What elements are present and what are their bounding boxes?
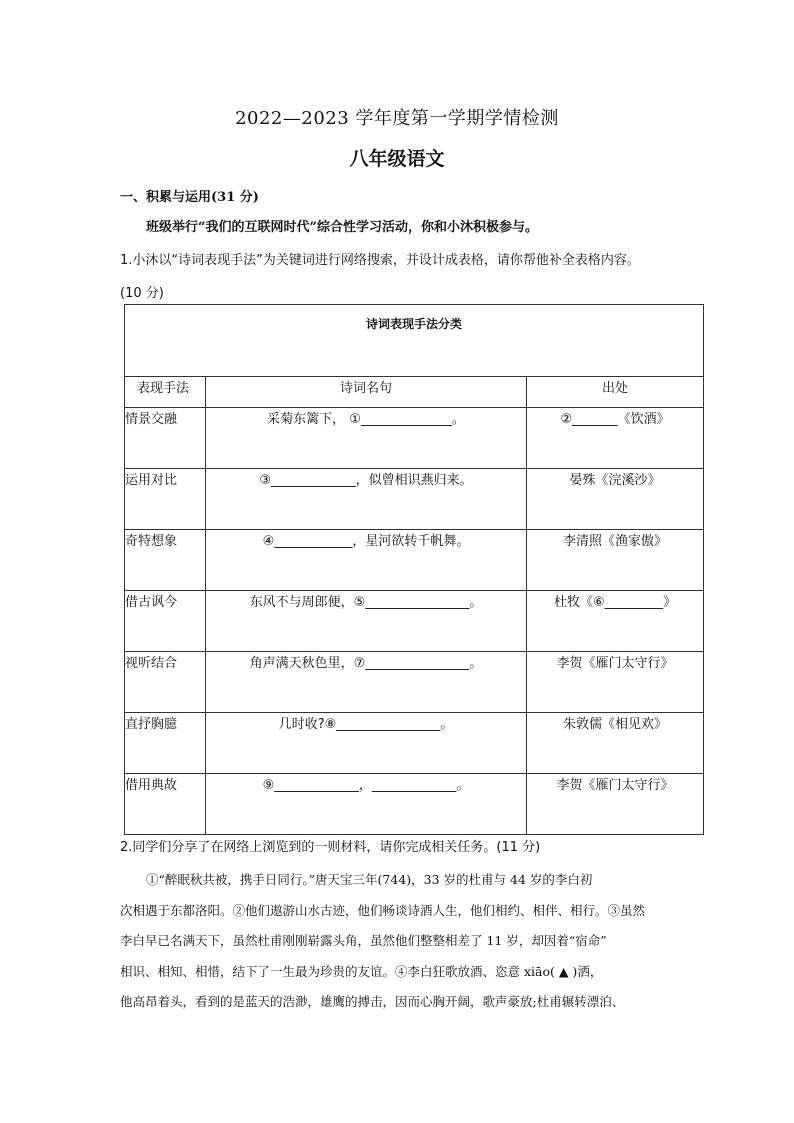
reading-passage [120, 865, 680, 1018]
line-cell: ③_____________，似曾相识燕归来。 [206, 469, 527, 530]
passage-line: 相识、相知、相惜，结下了一生最为珍贵的友谊。④李白狂歌放酒、恣意 xiāo( ▲ )洒， [120, 963, 603, 979]
passage-line: 李白早已名满天下，虽然杜甫刚刚崭露头角，虽然他们整整相差了 11 岁，却因着“宿命” [120, 933, 607, 948]
table-row [125, 713, 704, 774]
line-cell: 几时收?⑧________________。 [206, 713, 527, 774]
poetry-technique-table [124, 304, 704, 835]
exam-subtitle: 八年级语文 [349, 148, 445, 170]
source-cell: 李清照《渔家傲》 [527, 530, 704, 591]
line-cell: ④____________，星河欲转千帆舞。 [206, 530, 527, 591]
activity-intro: 班级举行“我们的互联网时代”综合性学习活动，你和小沐积极参与。 [146, 220, 538, 235]
technique-cell: 运用对比 [125, 469, 206, 530]
table-row [125, 469, 704, 530]
exam-title: 2022—2023 学年度第一学期学情检测 [235, 108, 559, 129]
technique-cell: 借古讽今 [125, 591, 206, 652]
header-famous-line: 诗词名句 [206, 377, 527, 408]
technique-cell: 情景交融 [125, 408, 206, 469]
line-cell: 采菊东篱下， ①______________。 [206, 408, 527, 469]
table-row [125, 652, 704, 713]
table-row [125, 408, 704, 469]
source-cell: 晏殊《浣溪沙》 [527, 469, 704, 530]
source-cell: 李贺《雁门太守行》 [527, 774, 704, 835]
table-row [125, 591, 704, 652]
section-heading: 一、积累与运用(31 分) [120, 190, 259, 205]
header-technique: 表现手法 [125, 377, 206, 408]
passage-line: 他高昂着头，看到的是蓝天的浩渺，雄鹰的搏击，因而心胸开阔，歌声豪放;杜甫辗转漂泊、 [120, 994, 625, 1009]
technique-cell: 借用典故 [125, 774, 206, 835]
technique-cell: 奇特想象 [125, 530, 206, 591]
technique-cell: 直抒胸臆 [125, 713, 206, 774]
passage-line: 次相遇于东都洛阳。②他们遨游山水古迹，他们畅谈诗酒人生，他们相约、相伴、相行。③虽然 [120, 902, 646, 918]
line-cell: ⑨_____________，_____________。 [206, 774, 527, 835]
passage-line: ①“醉眠秋共被，携手日同行。”唐天宝三年(744)，33 岁的杜甫与 44 岁的李白初 [146, 872, 593, 887]
question-1-text: 1.小沐以“诗词表现手法”为关键词进行网络搜索，并设计成表格，请你帮他补全表格内容。 [120, 253, 640, 268]
question-2-text: 2.同学们分享了在网络上浏览到的一则材料，请你完成相关任务。(11 分) [120, 840, 541, 855]
question-1-score: (10 分) [120, 286, 164, 301]
table-row [125, 774, 704, 835]
table-header-row [125, 377, 704, 408]
technique-cell: 视听结合 [125, 652, 206, 713]
source-cell: 杜牧《⑥_________》 [527, 591, 704, 652]
line-cell: 角声满天秋色里，⑦________________。 [206, 652, 527, 713]
source-cell: ②_______《饮酒》 [527, 408, 704, 469]
table-caption: 诗词表现手法分类 [125, 305, 704, 377]
line-cell: 东风不与周郎便，⑤________________。 [206, 591, 527, 652]
header-source: 出处 [527, 377, 704, 408]
source-cell: 李贺《雁门太守行》 [527, 652, 704, 713]
table-row [125, 530, 704, 591]
source-cell: 朱敦儒《相见欢》 [527, 713, 704, 774]
